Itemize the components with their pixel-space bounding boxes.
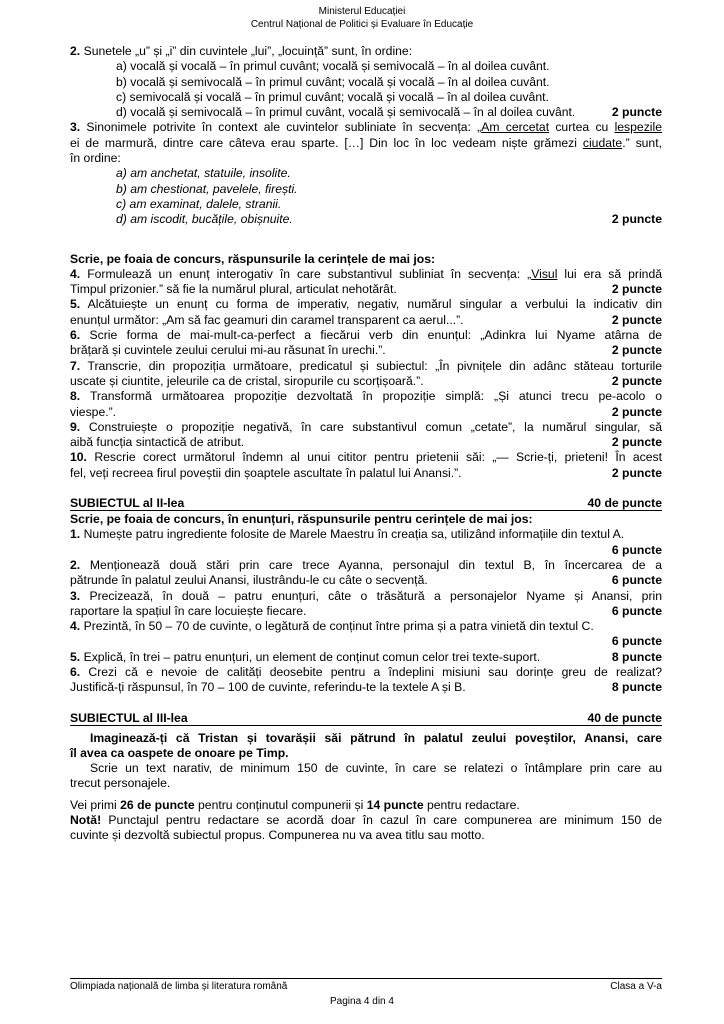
points-label: 2 puncte bbox=[611, 373, 662, 388]
points-label: 2 puncte bbox=[611, 105, 662, 120]
option-b: b) am chestionat, pavelele, firești. bbox=[116, 181, 298, 196]
question-9 bbox=[70, 420, 662, 435]
section-title: SUBIECTUL al III-lea bbox=[70, 710, 188, 725]
s2-question-5 bbox=[70, 650, 662, 665]
question-text: Justifică-ți răspunsul, în 70 – 100 de cuvinte, referindu-te la textele A și B. bbox=[70, 680, 466, 695]
page-content bbox=[70, 44, 662, 844]
underlined-word: ciudate bbox=[582, 135, 623, 150]
instruction-text: Scrie, pe foaia de concurs, răspunsurile la cerințele de mai jos: bbox=[70, 251, 436, 266]
question-text: fel, veți recreea firul poveștii din șoaptele ascultate în palatul lui Anansi.”. bbox=[70, 465, 462, 480]
s2-question-2 bbox=[70, 558, 662, 573]
question-text: ei de marmură, dintre care câteva erau sparte. […] Din loc în loc vedeam niște grămezi bbox=[70, 135, 583, 150]
footer-class: Clasa a V-a bbox=[610, 981, 662, 992]
question-number: 6. bbox=[70, 328, 81, 343]
question-text: Sunetele „u” și „i” din cuvintele „lui”, „locuință” sunt, în ordine: bbox=[83, 44, 413, 58]
question-number: 5. bbox=[70, 297, 81, 312]
option-a: a) am anchetat, statuile, insolite. bbox=[116, 166, 291, 181]
underlined-word: lespezile bbox=[614, 120, 662, 135]
scoring-text: pentru conținutul compunerii și bbox=[194, 797, 367, 812]
spacer bbox=[70, 481, 662, 496]
question-text: aibă funcția sintactică de atribut. bbox=[70, 435, 245, 450]
question-7-line-2 bbox=[70, 374, 662, 389]
question-text: Formulează un enunț interogativ în care substantivul subliniat în secvența: „ bbox=[87, 266, 532, 281]
question-text: Sinonimele potrivite în context ale cuvintelor subliniate în secvența: „ bbox=[86, 120, 482, 135]
scoring-points: 26 de puncte bbox=[120, 797, 195, 812]
question-number: 10. bbox=[70, 450, 87, 465]
points-label: 8 puncte bbox=[611, 649, 662, 664]
points-label: 2 puncte bbox=[611, 282, 662, 297]
question-text: pătrunde în palatul zeului Anansi, ilustrându-le cu câte o secvență. bbox=[70, 573, 428, 588]
spacer bbox=[70, 696, 662, 711]
question-3 bbox=[70, 120, 662, 135]
s2-question-4 bbox=[70, 619, 662, 634]
option-d bbox=[70, 105, 662, 120]
question-4 bbox=[70, 267, 662, 282]
option-d bbox=[70, 212, 662, 227]
note-label: Notă! bbox=[70, 813, 102, 828]
footer-divider bbox=[70, 978, 662, 979]
section-2-instruction bbox=[70, 512, 662, 527]
question-number: 8. bbox=[70, 389, 81, 404]
question-number: 1. bbox=[70, 527, 81, 542]
section-title: SUBIECTUL al II-lea bbox=[70, 496, 185, 511]
points-label: 2 puncte bbox=[611, 312, 662, 327]
points-label: 2 puncte bbox=[611, 404, 662, 419]
question-6-line-2 bbox=[70, 343, 662, 358]
s2-question-3 bbox=[70, 589, 662, 604]
section-3-heading bbox=[70, 711, 662, 726]
question-10 bbox=[70, 450, 662, 465]
question-3-line-2 bbox=[70, 136, 662, 151]
s2-question-3-line-2 bbox=[70, 604, 662, 619]
scoring-points: 14 puncte bbox=[366, 797, 424, 812]
task-bold-line-2: îl avea ca oaspete de onoare pe Timp. bbox=[70, 745, 289, 760]
option-c: c) am examinat, dalele, stranii. bbox=[116, 196, 282, 211]
question-text: Transcrie, din propoziția următoare, predicatul și subiectul: „În pivnițele din adânc stăteau torturile bbox=[87, 358, 662, 373]
spacer bbox=[70, 228, 662, 243]
scoring-text: Vei primi bbox=[70, 797, 121, 812]
question-7 bbox=[70, 359, 662, 374]
note-line-1 bbox=[70, 813, 662, 828]
question-text: Explică, în trei – patru enunțuri, un element de conținut comun celor trei texte-suport. bbox=[83, 649, 541, 664]
question-number: 2. bbox=[70, 557, 81, 572]
section-2-heading bbox=[70, 496, 662, 511]
question-text: Construiește o propoziție negativă, în care substantivul comun „cetate”, la numărul singular, să bbox=[88, 419, 663, 434]
question-text: Timpul prizonier.” să fie la numărul plural, articulat nehotărât. bbox=[70, 282, 397, 297]
question-5 bbox=[70, 297, 662, 312]
spacer bbox=[70, 243, 662, 252]
question-2 bbox=[70, 44, 662, 59]
question-8-line-2 bbox=[70, 405, 662, 420]
question-number: 5. bbox=[70, 649, 81, 664]
points-label: 2 puncte bbox=[611, 343, 662, 358]
question-text: enunțul următor: „Am să fac geamuri din caramel transparent ca aerul...”. bbox=[70, 312, 464, 327]
scoring-text: pentru redactare. bbox=[423, 797, 520, 812]
option-d-text: d) am iscodit, bucățile, obișnuite. bbox=[116, 212, 293, 227]
footer-olympiad: Olimpiada națională de limba și literatura română bbox=[70, 981, 288, 992]
s2-question-1 bbox=[70, 527, 662, 542]
question-4-line-2 bbox=[70, 282, 662, 297]
points-label: 2 puncte bbox=[611, 465, 662, 480]
question-text: Crezi că e nevoie de calități deosebite pentru a îndeplini misiuni sau dorințe greu de realizat? bbox=[88, 664, 663, 679]
question-number: 3. bbox=[70, 588, 81, 603]
s2-question-6-line-2 bbox=[70, 680, 662, 695]
question-number: 3. bbox=[70, 120, 81, 135]
points-label: 6 puncte bbox=[611, 542, 662, 557]
question-text: .” sunt, bbox=[622, 135, 662, 150]
points-label: 8 puncte bbox=[611, 680, 662, 695]
question-3-line-3: în ordine: bbox=[70, 151, 121, 166]
scoring-line bbox=[70, 798, 662, 813]
question-9-line-2 bbox=[70, 435, 662, 450]
task-bold-line-1: Imaginează-ți că Tristan și tovarășii săi pătrund în palatul zeului poveștilor, Anansi, care bbox=[90, 730, 662, 745]
question-text: brățară și cuvintele zeului cerului mi-au răsunat în urechi.”. bbox=[70, 343, 386, 358]
header-center: Centrul Național de Politici și Evaluare în Educație bbox=[250, 19, 474, 30]
header-ministry: Ministerul Educației bbox=[318, 6, 406, 17]
section-points: 40 de puncte bbox=[587, 496, 662, 511]
question-text: Menționează două stări prin care trece Ayanna, personajul din textul B, în încercarea de a bbox=[89, 557, 662, 572]
option-c: c) semivocală și vocală – în primul cuvânt; vocală și vocală – în al doilea cuvânt. bbox=[116, 89, 549, 104]
points-label: 6 puncte bbox=[611, 634, 662, 649]
option-d-text: d) vocală și semivocală – în primul cuvânt, vocală și semivocală – în al doilea cuvânt. bbox=[116, 105, 576, 120]
question-number: 7. bbox=[70, 358, 81, 373]
question-text: Precizează, în două – patru enunțuri, câte o trăsătură a personajelor Nyame și Anansi, prin bbox=[89, 588, 662, 603]
question-text: Scrie forma de mai-mult-ca-perfect a fiecărui verb din enunțul: „Adinkra lui Nyame atârna de bbox=[89, 328, 662, 343]
question-text: Prezintă, în 50 – 70 de cuvinte, o legătură de conținut între prima și a patra vinietă din textul C. bbox=[83, 619, 594, 634]
underlined-word: Visul bbox=[531, 266, 558, 281]
points-label: 2 puncte bbox=[611, 435, 662, 450]
note-text: Punctajul pentru redactare se acordă doar în cazul în care compunerea are minimum 150 de bbox=[101, 813, 662, 828]
task-line-1: Scrie un text narativ, de minimum 150 de cuvinte, în care se relatezi o întâmplare prin care au bbox=[90, 761, 662, 776]
instruction-text: Scrie, pe foaia de concurs, în enunțuri, răspunsurile pentru cerințele de mai jos: bbox=[70, 512, 533, 527]
page-number: Pagina 4 din 4 bbox=[330, 996, 394, 1007]
question-text: lui era să prindă bbox=[557, 266, 662, 281]
section-points: 40 de puncte bbox=[587, 710, 662, 725]
underlined-word: Am cercetat bbox=[481, 120, 550, 135]
question-6 bbox=[70, 328, 662, 343]
s2-question-6 bbox=[70, 665, 662, 680]
note-line-2: cuvinte și dezvoltă subiectul propus. Compunerea nu va avea titlu sau motto. bbox=[70, 828, 485, 843]
question-number: 6. bbox=[70, 664, 81, 679]
question-8 bbox=[70, 389, 662, 404]
question-text: uscate și ciuntite, jeleurile ca de cristal, siropurile cu scorțișoară.”. bbox=[70, 373, 424, 388]
option-a: a) vocală și vocală – în primul cuvânt; vocală și semivocală – în al doilea cuvânt. bbox=[116, 59, 550, 74]
question-text: viespe.”. bbox=[70, 404, 117, 419]
question-number: 4. bbox=[70, 266, 81, 281]
question-text: Alcătuiește un enunț cu forma de imperativ, negativ, numărul singular a verbului la indicativ din bbox=[87, 297, 662, 312]
question-number: 9. bbox=[70, 419, 81, 434]
task-line-2: trecut personajele. bbox=[70, 776, 171, 791]
points-label: 6 puncte bbox=[611, 573, 662, 588]
points-label: 2 puncte bbox=[611, 212, 662, 227]
question-text: Numește patru ingrediente folosite de Marele Maestru în creația sa, utilizând informațiile din textul A. bbox=[83, 527, 625, 542]
question-text: Transformă următoarea propoziție dezvoltată în propoziție simplă: „Și atunci trecu pe-acolo o bbox=[89, 389, 662, 404]
question-text: raportare la spațiul în care locuiește fiecare. bbox=[70, 603, 307, 618]
question-number: 2. bbox=[70, 44, 81, 58]
footer bbox=[70, 981, 662, 992]
question-text: curtea cu bbox=[549, 120, 615, 135]
question-number: 4. bbox=[70, 619, 81, 634]
question-10-line-2 bbox=[70, 466, 662, 481]
points-label: 6 puncte bbox=[611, 603, 662, 618]
part-1-instruction bbox=[70, 252, 662, 267]
question-5-line-2 bbox=[70, 313, 662, 328]
option-b: b) vocală și semivocală – în primul cuvânt; vocală și vocală – în al doilea cuvânt. bbox=[116, 74, 550, 89]
s2-question-2-line-2 bbox=[70, 573, 662, 588]
question-text: Rescrie corect următorul îndemn al unui cititor pentru prietenii săi: „— Scrie-ți, prieteni! În acest bbox=[94, 450, 662, 465]
